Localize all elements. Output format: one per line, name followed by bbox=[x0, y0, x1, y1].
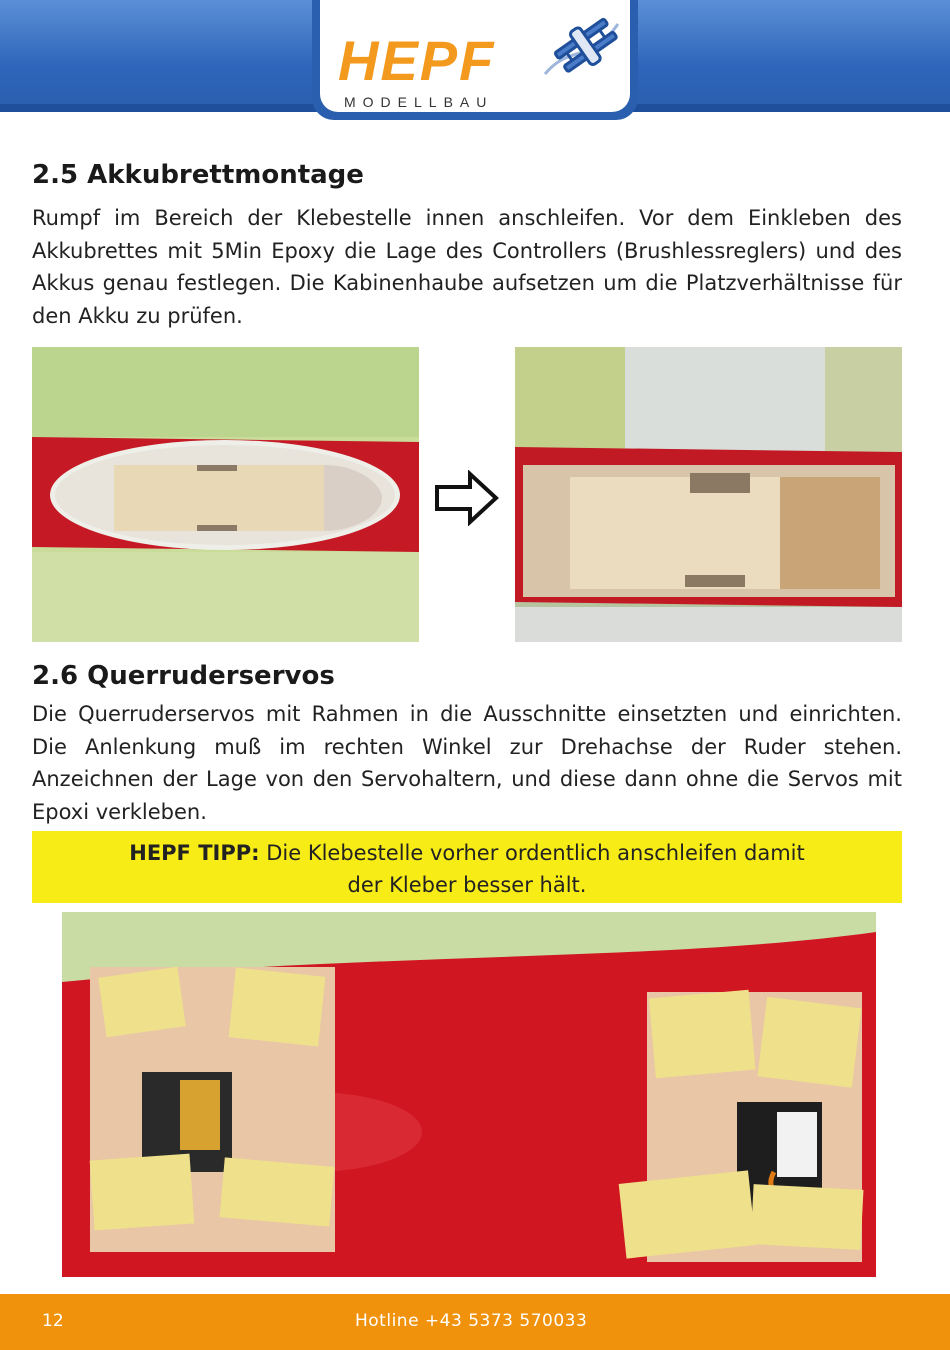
photo-wing-servos bbox=[62, 912, 876, 1277]
tip-text-line1: Die Klebestelle vorher ordentlich anschleifen damit bbox=[259, 841, 805, 865]
logo-wordmark: HEPF bbox=[338, 29, 496, 92]
photo-fuselage-after bbox=[515, 347, 902, 642]
tip-label: HEPF TIPP: bbox=[129, 841, 260, 865]
arrow-right-icon bbox=[434, 470, 500, 526]
section-title-querruder: 2.6 Querruderservos bbox=[32, 661, 335, 691]
tip-text-line2: der Kleber besser hält. bbox=[347, 873, 587, 897]
section-title-akkubrett: 2.5 Akkubrettmontage bbox=[32, 160, 364, 190]
section-text-akkubrett: Rumpf im Bereich der Klebestelle innen anschleifen. Vor dem Einkleben des Akkubrettes mit 5Min Epoxy die Lage des Controllers (Brushlessreglers) und des Akkus genau festlegen. Die Kabinenhaube aufsetzen um die Platzverhältnisse für den Akku zu prüfen. bbox=[32, 206, 902, 328]
hepf-logo bbox=[320, 0, 630, 112]
biplane-icon bbox=[540, 4, 620, 84]
photo-fuselage-before bbox=[32, 347, 419, 642]
hotline-text: Hotline +43 5373 570033 bbox=[355, 1311, 588, 1331]
logo-subtitle: MODELLBAU bbox=[344, 94, 494, 110]
section-text-querruder: Die Querruderservos mit Rahmen in die Ausschnitte einsetzten und einrichten. Die Anlenkung muß im rechten Winkel zur Drehachse der Ruder stehen. Anzeichnen der Lage von den Servohaltern, und diese dann ohne die Servos mit Epoxi verkleben. bbox=[32, 702, 902, 824]
tip-box bbox=[32, 831, 902, 903]
page-number: 12 bbox=[42, 1311, 64, 1331]
